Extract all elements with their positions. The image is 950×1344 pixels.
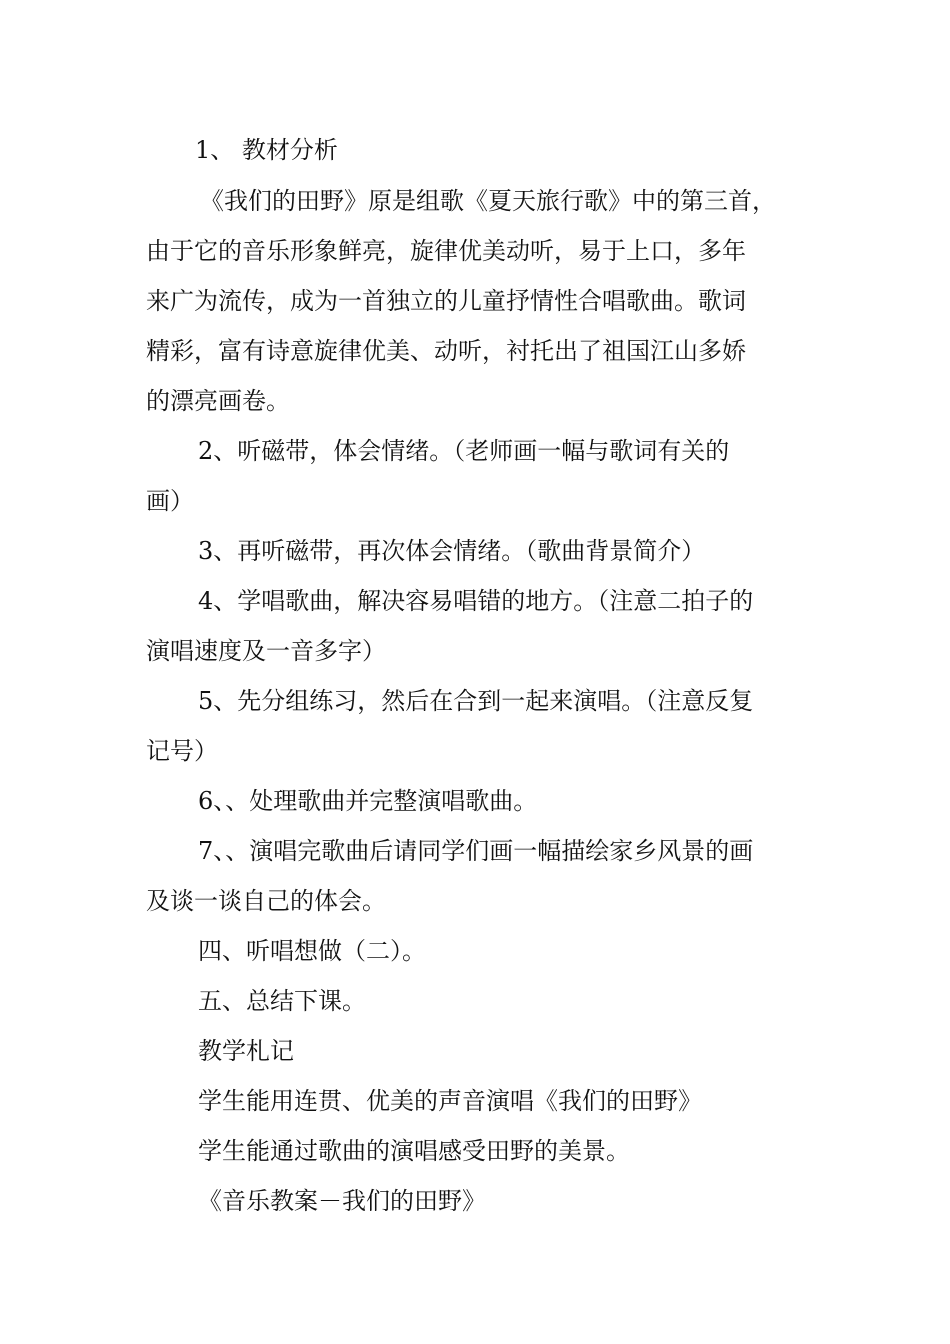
paragraph-line: 的漂亮画卷。	[146, 387, 290, 415]
notes-line: 学生能用连贯、优美的声音演唱《我们的田野》	[198, 1087, 702, 1115]
step-item: 记号）	[146, 737, 218, 765]
step-item: 画）	[146, 487, 194, 515]
document-title-footer: 《音乐教案－我们的田野》	[198, 1187, 486, 1215]
step-item: 4、学唱歌曲，解决容易唱错的地方。（注意二拍子的	[198, 587, 754, 615]
step-item: 3、再听磁带，再次体会情绪。（歌曲背景简介）	[198, 537, 706, 565]
section-item: 四、听唱想做（二）。	[198, 937, 426, 965]
notes-line: 学生能通过歌曲的演唱感受田野的美景。	[198, 1137, 630, 1165]
step-item: 演唱速度及一音多字）	[146, 637, 386, 665]
step-item: 7、、演唱完歌曲后请同学们画一幅描绘家乡风景的画	[198, 837, 754, 865]
section-item: 五、总结下课。	[198, 987, 366, 1015]
notes-heading: 教学札记	[198, 1037, 294, 1065]
step-item: 5、先分组练习，然后在合到一起来演唱。（注意反复	[198, 687, 754, 715]
paragraph-line: 精彩，富有诗意旋律优美、动听，衬托出了祖国江山多娇	[146, 337, 746, 365]
paragraph-line: 来广为流传，成为一首独立的儿童抒情性合唱歌曲。歌词	[146, 287, 746, 315]
section-heading: 1、 教材分析	[195, 136, 338, 164]
step-item: 及谈一谈自己的体会。	[146, 887, 386, 915]
paragraph-line: 由于它的音乐形象鲜亮，旋律优美动听，易于上口，多年	[146, 237, 746, 265]
step-item: 2、听磁带，体会情绪。（老师画一幅与歌词有关的	[198, 437, 730, 465]
paragraph-line: 《我们的田野》原是组歌《夏天旅行歌》中的第三首，	[200, 187, 776, 215]
step-item: 6、、处理歌曲并完整演唱歌曲。	[198, 787, 538, 815]
